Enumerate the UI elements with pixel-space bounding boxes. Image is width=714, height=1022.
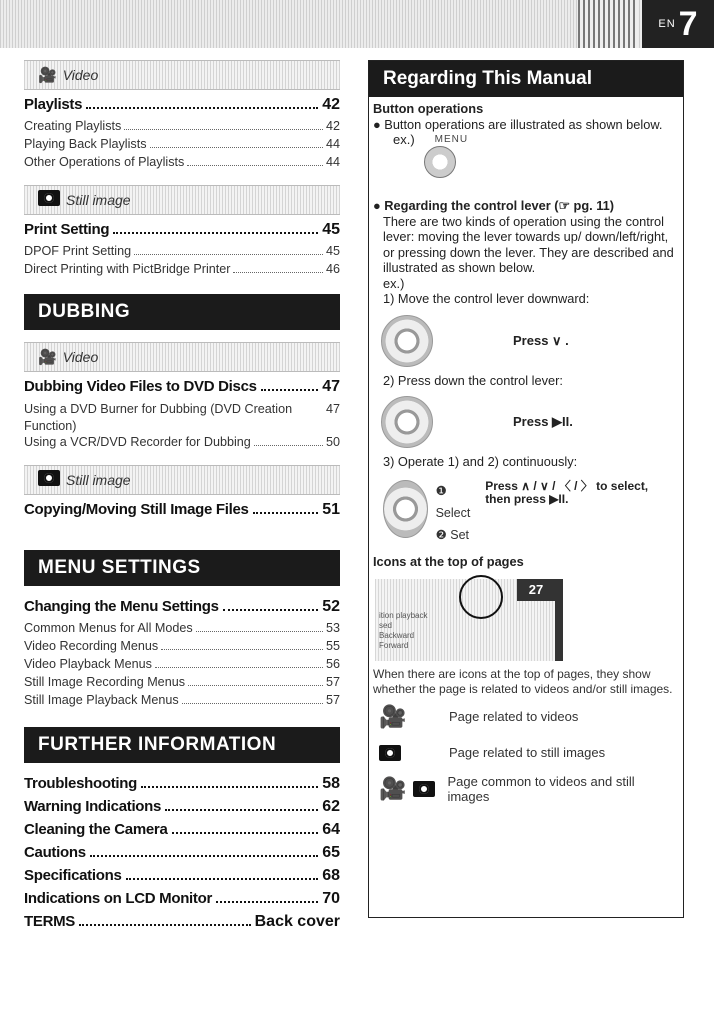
control-lever-icon bbox=[381, 315, 433, 367]
chapter-dubbing: DUBBING bbox=[24, 294, 340, 330]
top-band bbox=[0, 0, 714, 48]
demo-line: Backward bbox=[379, 631, 415, 640]
toc-subentry-page: 45 bbox=[325, 244, 340, 258]
video-band-label: Video bbox=[62, 67, 99, 83]
toc-subentry-page: 46 bbox=[325, 262, 340, 276]
camera-icon bbox=[373, 745, 449, 761]
toc-subentry-page: 55 bbox=[325, 639, 340, 653]
toc-entry-title: Specifications bbox=[24, 867, 122, 884]
header-stripes bbox=[578, 0, 638, 48]
toc-entry-page: 58 bbox=[322, 775, 340, 792]
ex-label: ex.) bbox=[393, 132, 415, 147]
toc-entry-print-setting[interactable] bbox=[24, 221, 340, 244]
demo-line: ition playback bbox=[379, 611, 428, 620]
toc-subentry-title: Still Image Playback Menus bbox=[24, 693, 179, 707]
step-2: 2) Press down the control lever: bbox=[383, 372, 563, 388]
still-image-band bbox=[24, 465, 340, 495]
toc-entry-title: Copying/Moving Still Image Files bbox=[24, 501, 249, 518]
video-band bbox=[24, 342, 340, 372]
icons-heading: Icons at the top of pages bbox=[373, 553, 524, 569]
toc-subentry-page: 56 bbox=[325, 657, 340, 671]
toc-subentry-page: 53 bbox=[325, 621, 340, 635]
toc-entry-title: Cleaning the Camera bbox=[24, 821, 168, 838]
video-and-camera-icon: 🎥 bbox=[373, 781, 447, 797]
toc-entry-title: Cautions bbox=[24, 844, 86, 861]
manual-guide-box bbox=[368, 60, 684, 918]
legend-both bbox=[373, 773, 675, 805]
toc-subentry[interactable] bbox=[24, 639, 340, 657]
page-badge bbox=[642, 0, 714, 48]
toc-entry-further[interactable] bbox=[24, 775, 340, 798]
toc-subentry-page: 47 bbox=[325, 402, 340, 416]
toc-entry-page: 52 bbox=[322, 598, 340, 615]
toc-entry-page: 42 bbox=[322, 96, 340, 113]
toc-entry-title: Warning Indications bbox=[24, 798, 162, 815]
lever-text: There are two kinds of operation using the control lever: moving the lever towards up/ down/left/right, or pressing down the lever. They are described and illustrated as shown below. bbox=[383, 213, 674, 275]
toc-subentry-title: Direct Printing with PictBridge Printer bbox=[24, 262, 231, 276]
highlight-circle bbox=[459, 575, 503, 619]
menu-label: MENU bbox=[434, 134, 469, 145]
toc-subentry-title: Video Recording Menus bbox=[24, 639, 159, 653]
legend-text: Page common to videos and still images bbox=[447, 773, 635, 804]
still-band-label: Still image bbox=[66, 472, 131, 488]
control-lever-icon bbox=[381, 396, 433, 448]
toc-subentry-page: 44 bbox=[325, 137, 340, 151]
step-1: 1) Move the control lever downward: bbox=[383, 291, 590, 306]
toc-subentry[interactable] bbox=[24, 119, 340, 137]
still-image-band bbox=[24, 185, 340, 215]
select-label: ❶ Select bbox=[435, 483, 471, 520]
toc-subentry-title: Other Operations of Playlists bbox=[24, 155, 185, 169]
toc-subentry[interactable] bbox=[24, 155, 340, 173]
menu-button-icon bbox=[424, 146, 456, 178]
toc-entry-further[interactable] bbox=[24, 798, 340, 821]
toc-subentry[interactable] bbox=[24, 693, 340, 711]
toc-entry-further[interactable] bbox=[24, 913, 340, 936]
button-ops-text: ● Button operations are illustrated as shown below. bbox=[373, 116, 663, 132]
toc-subentry-page: 44 bbox=[325, 155, 340, 169]
legend-text: Page related to still images bbox=[449, 745, 606, 761]
lever-combined-figure bbox=[383, 480, 675, 550]
toc-entry-page: 47 bbox=[322, 378, 340, 395]
toc-entry-page: Back cover bbox=[254, 913, 340, 930]
toc-subentry-title: Video Playback Menus bbox=[24, 657, 152, 671]
toc-entry-copying-moving[interactable] bbox=[24, 501, 340, 524]
ex-label: ex.) bbox=[383, 275, 405, 291]
toc-subentry-title: Creating Playlists bbox=[24, 119, 122, 133]
toc-subentry[interactable] bbox=[24, 621, 340, 639]
menu-button-figure bbox=[385, 132, 675, 192]
toc-subentry[interactable] bbox=[24, 435, 340, 453]
video-camera-icon: 🎥 bbox=[38, 349, 57, 366]
toc-entry-further[interactable] bbox=[24, 844, 340, 867]
toc-entry-dubbing-dvd[interactable] bbox=[24, 378, 340, 401]
toc-entry-page: 45 bbox=[322, 221, 340, 238]
toc-entry-title: Dubbing Video Files to DVD Discs bbox=[24, 378, 257, 395]
press-down-label: Press ∨ . bbox=[513, 332, 569, 348]
toc-subentry[interactable] bbox=[24, 675, 340, 693]
toc-entry-further[interactable] bbox=[24, 867, 340, 890]
set-label: ❷ Set bbox=[435, 527, 470, 542]
toc-entry-page: 62 bbox=[322, 798, 340, 815]
lever-press-figure bbox=[381, 394, 675, 450]
toc-subentry[interactable] bbox=[24, 244, 340, 262]
chapter-further-information: FURTHER INFORMATION bbox=[24, 727, 340, 763]
step-3: 3) Operate 1) and 2) continuously: bbox=[383, 454, 578, 469]
toc-subentry-page: 57 bbox=[325, 675, 340, 689]
video-camera-icon: 🎥 bbox=[38, 67, 57, 84]
toc-subentry-page: 42 bbox=[325, 119, 340, 133]
toc-entry-title: Print Setting bbox=[24, 221, 110, 238]
demo-line: Forward bbox=[379, 641, 409, 650]
button-ops-heading: Button operations bbox=[373, 101, 484, 116]
legend-text: Page related to videos bbox=[449, 709, 579, 725]
camera-icon bbox=[38, 190, 60, 210]
toc-subentry-title: DPOF Print Setting bbox=[24, 244, 132, 258]
toc-entry-further[interactable] bbox=[24, 821, 340, 844]
toc-subentry-title: Using a DVD Burner for Dubbing (DVD Creation Function) bbox=[24, 402, 293, 433]
toc-subentry[interactable] bbox=[24, 262, 340, 280]
toc-subentry-title: Still Image Recording Menus bbox=[24, 675, 185, 689]
toc-subentry[interactable] bbox=[24, 401, 340, 435]
toc-entry-further[interactable] bbox=[24, 890, 340, 913]
chapter-menu-settings: MENU SETTINGS bbox=[24, 550, 340, 586]
video-camera-icon: 🎥 bbox=[379, 704, 407, 730]
language-label: EN bbox=[658, 18, 676, 30]
toc-subentry-page: 50 bbox=[325, 435, 340, 449]
toc-entry-title: Indications on LCD Monitor bbox=[24, 890, 213, 907]
lever-down-figure bbox=[381, 313, 675, 369]
demo-page-number: 27 bbox=[517, 579, 555, 601]
toc-subentry-title: Using a VCR/DVD Recorder for Dubbing bbox=[24, 435, 251, 449]
page-top-icons-demo bbox=[375, 579, 563, 661]
toc-entry-title: Troubleshooting bbox=[24, 775, 137, 792]
icons-text: When there are icons at the top of pages, they show whether the page is related to videos and/or still images. bbox=[373, 667, 673, 696]
toc-entry-title: TERMS bbox=[24, 913, 76, 930]
page-number: 7 bbox=[678, 4, 698, 43]
toc-subentry-title: Playing Back Playlists bbox=[24, 137, 147, 151]
legend-video bbox=[373, 701, 675, 733]
still-band-label: Still image bbox=[66, 192, 131, 208]
toc-entry-title: Changing the Menu Settings bbox=[24, 598, 219, 615]
guide-title: Regarding This Manual bbox=[369, 61, 683, 97]
toc-subentry-title: Common Menus for All Modes bbox=[24, 621, 193, 635]
toc-column bbox=[24, 60, 340, 936]
toc-entry-page: 64 bbox=[322, 821, 340, 838]
toc-entry-page: 68 bbox=[322, 867, 340, 884]
camera-icon bbox=[38, 470, 60, 490]
demo-line: sed bbox=[379, 621, 392, 630]
toc-entry-title: Playlists bbox=[24, 96, 83, 113]
control-lever-icon bbox=[383, 480, 428, 538]
toc-entry-page: 65 bbox=[322, 844, 340, 861]
toc-subentry[interactable] bbox=[24, 657, 340, 675]
press-select-label: Press ∧ / ∨ / 〈 / 〉 to select, then press ▶II. bbox=[485, 478, 649, 506]
toc-subentry-page: 57 bbox=[325, 693, 340, 707]
toc-entry-page: 51 bbox=[322, 501, 340, 518]
toc-entry-playlists[interactable] bbox=[24, 96, 340, 119]
toc-subentry[interactable] bbox=[24, 137, 340, 155]
toc-entry-page: 70 bbox=[322, 890, 340, 907]
lever-heading: ● Regarding the control lever (☞ pg. 11) bbox=[373, 198, 615, 213]
video-band bbox=[24, 60, 340, 90]
press-play-label: Press ▶II. bbox=[513, 414, 573, 430]
legend-still bbox=[373, 737, 675, 769]
toc-entry-menu-settings[interactable] bbox=[24, 598, 340, 621]
video-band-label: Video bbox=[62, 349, 99, 365]
